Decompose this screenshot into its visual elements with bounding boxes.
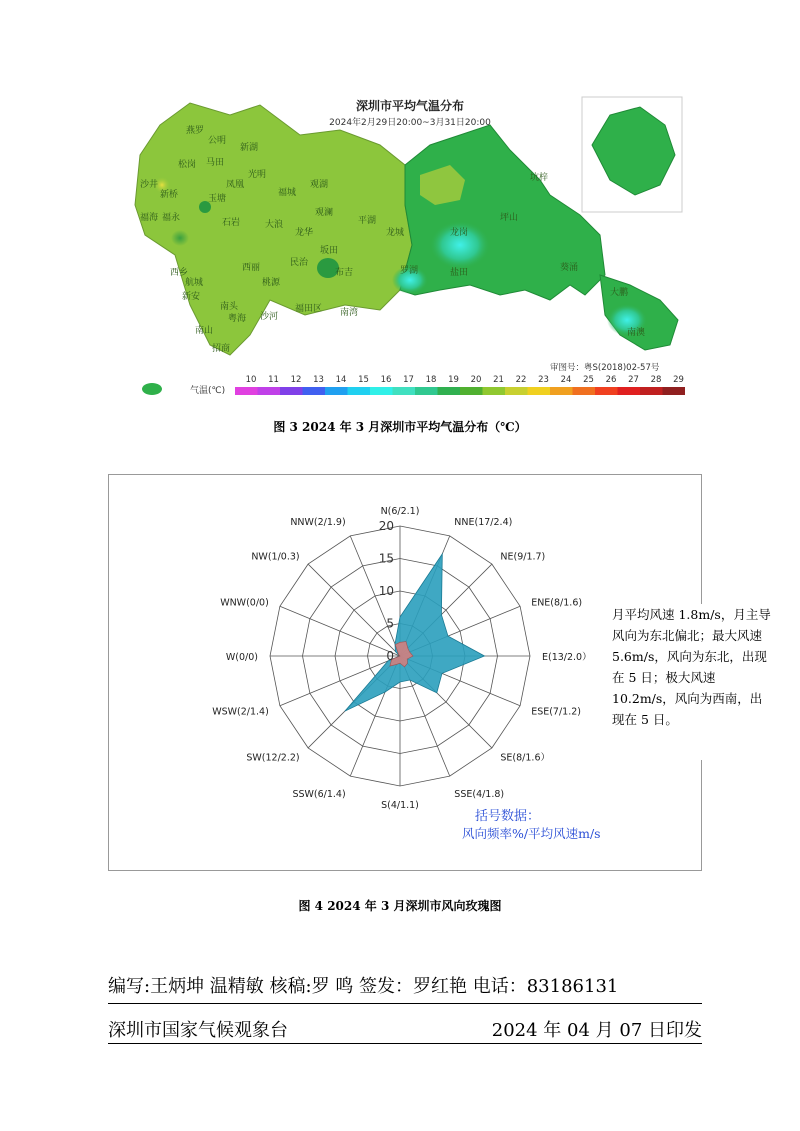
rose-frequency-area [345,551,485,711]
district-label: 新湖 [240,143,259,153]
legend-tick: 20 [470,375,482,385]
wind-summary: 月平均风速 1.8m/s，月主导风向为东北偏北；最大风速 5.6m/s，风向为东北，出现在 5 日；极大风速 10.2m/s，风向为西南，出现在 5 日。 [612,604,772,760]
legend-tick: 12 [290,375,302,385]
legend-tick: 16 [380,375,392,385]
district-label: 玉塘 [208,194,227,204]
legend-swatch [595,387,618,395]
district-label: 坑梓 [530,173,549,183]
legend-swatch [505,387,528,395]
legend-tick: 15 [358,375,369,385]
temperature-map [130,85,690,403]
district-label: 马田 [206,158,225,168]
legend-swatch [258,387,281,395]
legend-swatch [528,387,551,395]
footer-divider-bottom [108,1043,702,1044]
district-label: 南头 [220,302,239,312]
rose-direction-label: WSW(2/1.4) [212,706,269,718]
legend-swatch [438,387,461,395]
legend-tick: 23 [538,375,549,385]
district-label: 福海 [140,213,159,223]
district-label: 沙河 [260,312,279,322]
district-label: 航城 [185,278,204,288]
district-label: 新桥 [160,190,179,200]
figure4-caption: 图 4 2024 年 3 月深圳市风向玫瑰图 [298,899,502,913]
rose-tick-label: 15 [378,551,394,566]
district-label: 招商 [212,344,231,354]
rose-direction-label: WNW(0/0) [220,597,269,609]
rose-direction-label: S(4/1.1) [381,800,419,811]
legend-tick: 13 [313,375,324,385]
legend-tick: 11 [268,375,279,385]
rose-spoke [280,606,400,656]
legend-tick: 18 [425,375,437,385]
district-label: 凤凰 [226,180,245,190]
legend-swatch [663,387,686,395]
legend-tick: 21 [493,375,504,385]
legend-label: 气温(℃) [190,386,226,396]
district-label: 观湖 [310,180,329,190]
legend-tick: 10 [245,375,257,385]
legend-swatch [393,387,416,395]
rose-tick-label: 20 [378,519,394,533]
rose-direction-label: SSE(4/1.8) [454,789,505,801]
district-label: 大鹏 [610,288,629,298]
figure3-caption: 图 3 2024 年 3 月深圳市平均气温分布（℃） [273,420,527,434]
legend-swatch [370,387,393,395]
district-label: 松岗 [178,160,197,170]
rose-tick-label: 10 [378,584,394,598]
district-label: 福田区 [295,304,323,314]
district-label: 南山 [195,326,214,336]
rose-direction-label: NW(1/0.3) [251,551,300,563]
legend-swatch [415,387,438,395]
district-label: 民治 [290,258,309,268]
district-label: 布吉 [335,268,354,278]
footer-authors: 编写:王炳坤 温精敏 核稿:罗 鸣 签发：罗红艳 电话：83186131 [108,976,619,997]
district-label: 沙井 [140,180,159,190]
map-title: 深圳市平均气温分布 [355,99,464,113]
district-label: 西丽 [242,263,261,273]
legend-tick: 26 [605,375,617,385]
legend-tick: 22 [515,375,527,385]
rose-note-units: 风向频率%/平均风速m/s [462,826,601,841]
district-label: 西乡 [170,268,189,278]
district-label: 龙岗 [450,228,469,238]
footer-divider-top [108,1003,702,1004]
legend-tick: 28 [650,375,662,385]
district-label: 观澜 [315,208,334,218]
rose-direction-label: SW(12/2.2) [246,752,300,764]
rose-direction-label: W(0/0) [225,652,258,663]
legend-swatch [483,387,506,395]
district-label: 坪山 [500,213,519,223]
footer-org-row [108,1016,702,1042]
legend-swatch [618,387,641,395]
rose-direction-label: NNE(17/2.4) [454,516,513,528]
district-label: 龙华 [295,228,314,238]
rose-direction-label: NE(9/1.7) [500,551,546,563]
district-label: 龙城 [386,228,405,238]
legend-tick: 19 [448,375,459,385]
district-label: 福永 [162,213,181,223]
district-label: 燕罗 [186,126,205,136]
legend-tick: 27 [628,375,639,385]
legend-swatch [303,387,326,395]
rose-direction-label: NNW(2/1.9) [290,516,346,528]
map-subtitle: 2024年2月29日20:00~3月31日20:00 [329,118,491,128]
rose-direction-label: ENE(8/1.6) [531,597,583,609]
rose-tick-label: 5 [386,616,394,631]
district-label: 罗湖 [400,266,419,276]
map-approval-number: 审图号：粤S(2018)02-57号 [550,363,660,373]
legend-swatch [348,387,371,395]
district-label: 粤海 [228,314,247,324]
legend-swatch [280,387,303,395]
district-label: 石岩 [222,218,241,228]
legend-tick: 17 [403,375,414,385]
district-label: 桃源 [262,278,281,288]
district-label: 光明 [248,170,267,180]
district-label: 新安 [182,292,201,302]
legend-tick: 24 [560,375,572,385]
legend-tick: 25 [583,375,594,385]
legend-swatch [460,387,483,395]
legend-tick: 14 [335,375,347,385]
legend-swatch [640,387,663,395]
legend-tick: 29 [673,375,684,385]
district-label: 坂田 [320,246,339,256]
footer-org: 深圳市国家气候观象台 [108,1020,288,1041]
district-label: 葵涌 [560,263,579,273]
footer-date: 2024 年 04 月 07 日印发 [491,1020,702,1041]
rose-direction-label: ESE(7/1.2) [531,706,582,718]
district-label: 大浪 [265,220,284,230]
rose-tick-label: 0 [386,649,394,663]
rose-direction-label: SE(8/1.6） [500,752,550,764]
district-label: 南澳 [627,328,646,338]
rose-direction-label: SSW(6/1.4) [292,789,346,801]
rose-spoke [308,564,400,656]
district-label: 南湾 [340,308,359,318]
rose-direction-label: E(13/2.0） [542,652,592,663]
legend-swatch [573,387,596,395]
district-label: 福城 [278,188,297,198]
district-label: 公明 [208,136,227,146]
district-label: 平湖 [358,216,377,226]
district-label: 盐田 [450,268,469,278]
legend-swatch [325,387,348,395]
rose-direction-label: N(6/2.1) [380,506,420,517]
rose-note-title: 括号数据： [475,809,541,824]
legend-swatch [550,387,573,395]
legend-swatch [235,387,258,395]
